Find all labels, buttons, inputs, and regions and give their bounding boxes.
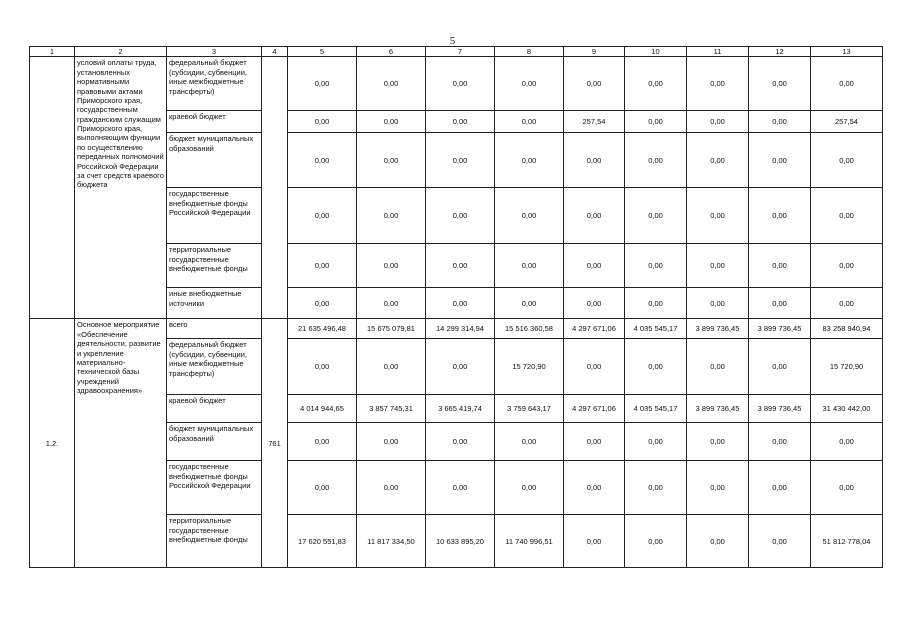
funding-source: территориальные государственные внебюджетные фонды: [167, 515, 262, 568]
amount-cell: 0,00: [749, 339, 811, 395]
amount-cell: 3 899 736,45: [687, 319, 749, 339]
column-number: 7: [426, 47, 495, 57]
amount-cell: 0,00: [426, 423, 495, 461]
amount-cell: 0,00: [288, 288, 357, 319]
amount-cell: 0,00: [687, 461, 749, 515]
amount-cell: 0,00: [749, 515, 811, 568]
amount-cell: 4 035 545,17: [625, 395, 687, 423]
row-index: 1.2.: [30, 319, 75, 568]
amount-cell: 0,00: [426, 57, 495, 111]
funding-source: иные внебюджетные источники: [167, 288, 262, 319]
measure-description: Основное мероприятие «Обеспечение деятельности, развитие и укрепление материально-технической базы учреждений здравоохранения»: [75, 319, 167, 568]
amount-cell: 0,00: [495, 188, 564, 244]
amount-cell: 0,00: [687, 244, 749, 288]
amount-cell: 15 720,90: [811, 339, 883, 395]
amount-cell: 0,00: [426, 188, 495, 244]
amount-cell: 0,00: [625, 515, 687, 568]
amount-cell: 257,54: [564, 111, 625, 133]
amount-cell: 4 297 671,06: [564, 395, 625, 423]
funding-source: федеральный бюджет (субсидии, субвенции, иные межбюджетные трансферты): [167, 339, 262, 395]
amount-cell: 14 299 314,94: [426, 319, 495, 339]
column-number: 4: [262, 47, 288, 57]
column-number: 1: [30, 47, 75, 57]
amount-cell: 0,00: [426, 288, 495, 319]
column-number: 10: [625, 47, 687, 57]
amount-cell: 0,00: [811, 57, 883, 111]
amount-cell: 0,00: [564, 423, 625, 461]
amount-cell: 0,00: [625, 423, 687, 461]
amount-cell: 0,00: [357, 111, 426, 133]
amount-cell: 0,00: [357, 288, 426, 319]
amount-cell: 0,00: [625, 244, 687, 288]
column-number: 13: [811, 47, 883, 57]
amount-cell: 0,00: [495, 288, 564, 319]
amount-cell: 0,00: [564, 288, 625, 319]
amount-cell: 0,00: [564, 461, 625, 515]
amount-cell: 0,00: [749, 57, 811, 111]
budget-row: [30, 57, 883, 111]
amount-cell: 0,00: [426, 339, 495, 395]
funding-source: государственные внебюджетные фонды Российской Федерации: [167, 461, 262, 515]
amount-cell: 4 297 671,06: [564, 319, 625, 339]
amount-cell: 0,00: [288, 244, 357, 288]
amount-cell: 0,00: [357, 423, 426, 461]
funding-source: краевой бюджет: [167, 111, 262, 133]
amount-cell: 0,00: [495, 111, 564, 133]
amount-cell: 257,54: [811, 111, 883, 133]
amount-cell: 0,00: [288, 188, 357, 244]
amount-cell: 0,00: [288, 133, 357, 188]
amount-cell: 3 857 745,31: [357, 395, 426, 423]
amount-cell: 0,00: [357, 188, 426, 244]
amount-cell: 0,00: [495, 133, 564, 188]
amount-cell: 0,00: [687, 111, 749, 133]
amount-cell: 3 759 643,17: [495, 395, 564, 423]
column-number: 2: [75, 47, 167, 57]
amount-cell: 0,00: [749, 288, 811, 319]
measure-description: условий оплаты труда, установленных нормативными правовыми актами Приморского края, государственным гражданским служащим Приморского края, выполняющим функции по осуществлению переданных полномочий Российской Федерации за счет средств краевого бюджета: [75, 57, 167, 319]
amount-cell: 0,00: [687, 188, 749, 244]
amount-cell: 0,00: [625, 111, 687, 133]
amount-cell: 3 899 736,45: [749, 319, 811, 339]
amount-cell: 0,00: [811, 133, 883, 188]
amount-cell: 0,00: [749, 461, 811, 515]
amount-cell: 0,00: [625, 57, 687, 111]
amount-cell: 3 899 736,45: [687, 395, 749, 423]
amount-cell: 4 014 944,65: [288, 395, 357, 423]
amount-cell: 0,00: [811, 461, 883, 515]
budget-row: [30, 319, 883, 339]
amount-cell: 0,00: [426, 461, 495, 515]
amount-cell: 0,00: [749, 423, 811, 461]
amount-cell: 0,00: [625, 133, 687, 188]
amount-cell: 0,00: [564, 339, 625, 395]
amount-cell: 0,00: [357, 57, 426, 111]
amount-cell: 0,00: [357, 339, 426, 395]
amount-cell: 0,00: [495, 57, 564, 111]
amount-cell: 0,00: [426, 244, 495, 288]
amount-cell: 15 675 079,81: [357, 319, 426, 339]
amount-cell: 3 665 419,74: [426, 395, 495, 423]
column-number: 12: [749, 47, 811, 57]
funding-source: государственные внебюджетные фонды Российской Федерации: [167, 188, 262, 244]
amount-cell: 83 258 940,94: [811, 319, 883, 339]
amount-cell: 0,00: [625, 461, 687, 515]
column-number: 11: [687, 47, 749, 57]
amount-cell: 0,00: [495, 423, 564, 461]
amount-cell: 0,00: [564, 244, 625, 288]
funding-source: федеральный бюджет (субсидии, субвенции, иные межбюджетные трансферты): [167, 57, 262, 111]
funding-source: всего: [167, 319, 262, 339]
amount-cell: 0,00: [687, 57, 749, 111]
column-number: 5: [288, 47, 357, 57]
amount-cell: 0,00: [288, 461, 357, 515]
amount-cell: 0,00: [749, 188, 811, 244]
row-index: [30, 57, 75, 319]
amount-cell: 0,00: [687, 515, 749, 568]
amount-cell: 0,00: [687, 288, 749, 319]
column-number: 9: [564, 47, 625, 57]
amount-cell: 4 035 545,17: [625, 319, 687, 339]
amount-cell: 0,00: [564, 515, 625, 568]
amount-cell: 0,00: [564, 188, 625, 244]
amount-cell: 0,00: [288, 57, 357, 111]
amount-cell: 0,00: [811, 244, 883, 288]
amount-cell: 0,00: [426, 133, 495, 188]
amount-cell: 0,00: [687, 133, 749, 188]
column-number: 8: [495, 47, 564, 57]
amount-cell: 15 720,90: [495, 339, 564, 395]
amount-cell: 0,00: [495, 244, 564, 288]
amount-cell: 0,00: [357, 244, 426, 288]
page-number: 5: [449, 35, 456, 47]
funding-source: территориальные государственные внебюджетные фонды: [167, 244, 262, 288]
amount-cell: 3 899 736,45: [749, 395, 811, 423]
amount-cell: 0,00: [687, 339, 749, 395]
funding-source: бюджет муниципальных образований: [167, 423, 262, 461]
amount-cell: 0,00: [495, 461, 564, 515]
amount-cell: 0,00: [426, 111, 495, 133]
amount-cell: 0,00: [749, 244, 811, 288]
amount-cell: 0,00: [625, 288, 687, 319]
amount-cell: 0,00: [288, 339, 357, 395]
amount-cell: 0,00: [625, 188, 687, 244]
amount-cell: 0,00: [288, 423, 357, 461]
amount-cell: 0,00: [749, 133, 811, 188]
amount-cell: 21 635 496,48: [288, 319, 357, 339]
amount-cell: 0,00: [564, 57, 625, 111]
amount-cell: 51 812 778,04: [811, 515, 883, 568]
amount-cell: 17 620 551,83: [288, 515, 357, 568]
budget-code: [262, 57, 288, 319]
budget-code: 761: [262, 319, 288, 568]
amount-cell: 0,00: [811, 188, 883, 244]
amount-cell: 0,00: [357, 461, 426, 515]
amount-cell: 11 817 334,50: [357, 515, 426, 568]
amount-cell: 0,00: [811, 288, 883, 319]
amount-cell: 0,00: [749, 111, 811, 133]
budget-table: [29, 46, 883, 568]
column-number: 3: [167, 47, 262, 57]
column-number-row: [30, 47, 883, 57]
funding-source: бюджет муниципальных образований: [167, 133, 262, 188]
amount-cell: 11 740 996,51: [495, 515, 564, 568]
funding-source: краевой бюджет: [167, 395, 262, 423]
amount-cell: 0,00: [357, 133, 426, 188]
amount-cell: 31 430 442,00: [811, 395, 883, 423]
amount-cell: 0,00: [811, 423, 883, 461]
amount-cell: 0,00: [625, 339, 687, 395]
amount-cell: 0,00: [564, 133, 625, 188]
amount-cell: 10 633 895,20: [426, 515, 495, 568]
amount-cell: 0,00: [288, 111, 357, 133]
amount-cell: 15 516 360,58: [495, 319, 564, 339]
column-number: 6: [357, 47, 426, 57]
amount-cell: 0,00: [687, 423, 749, 461]
